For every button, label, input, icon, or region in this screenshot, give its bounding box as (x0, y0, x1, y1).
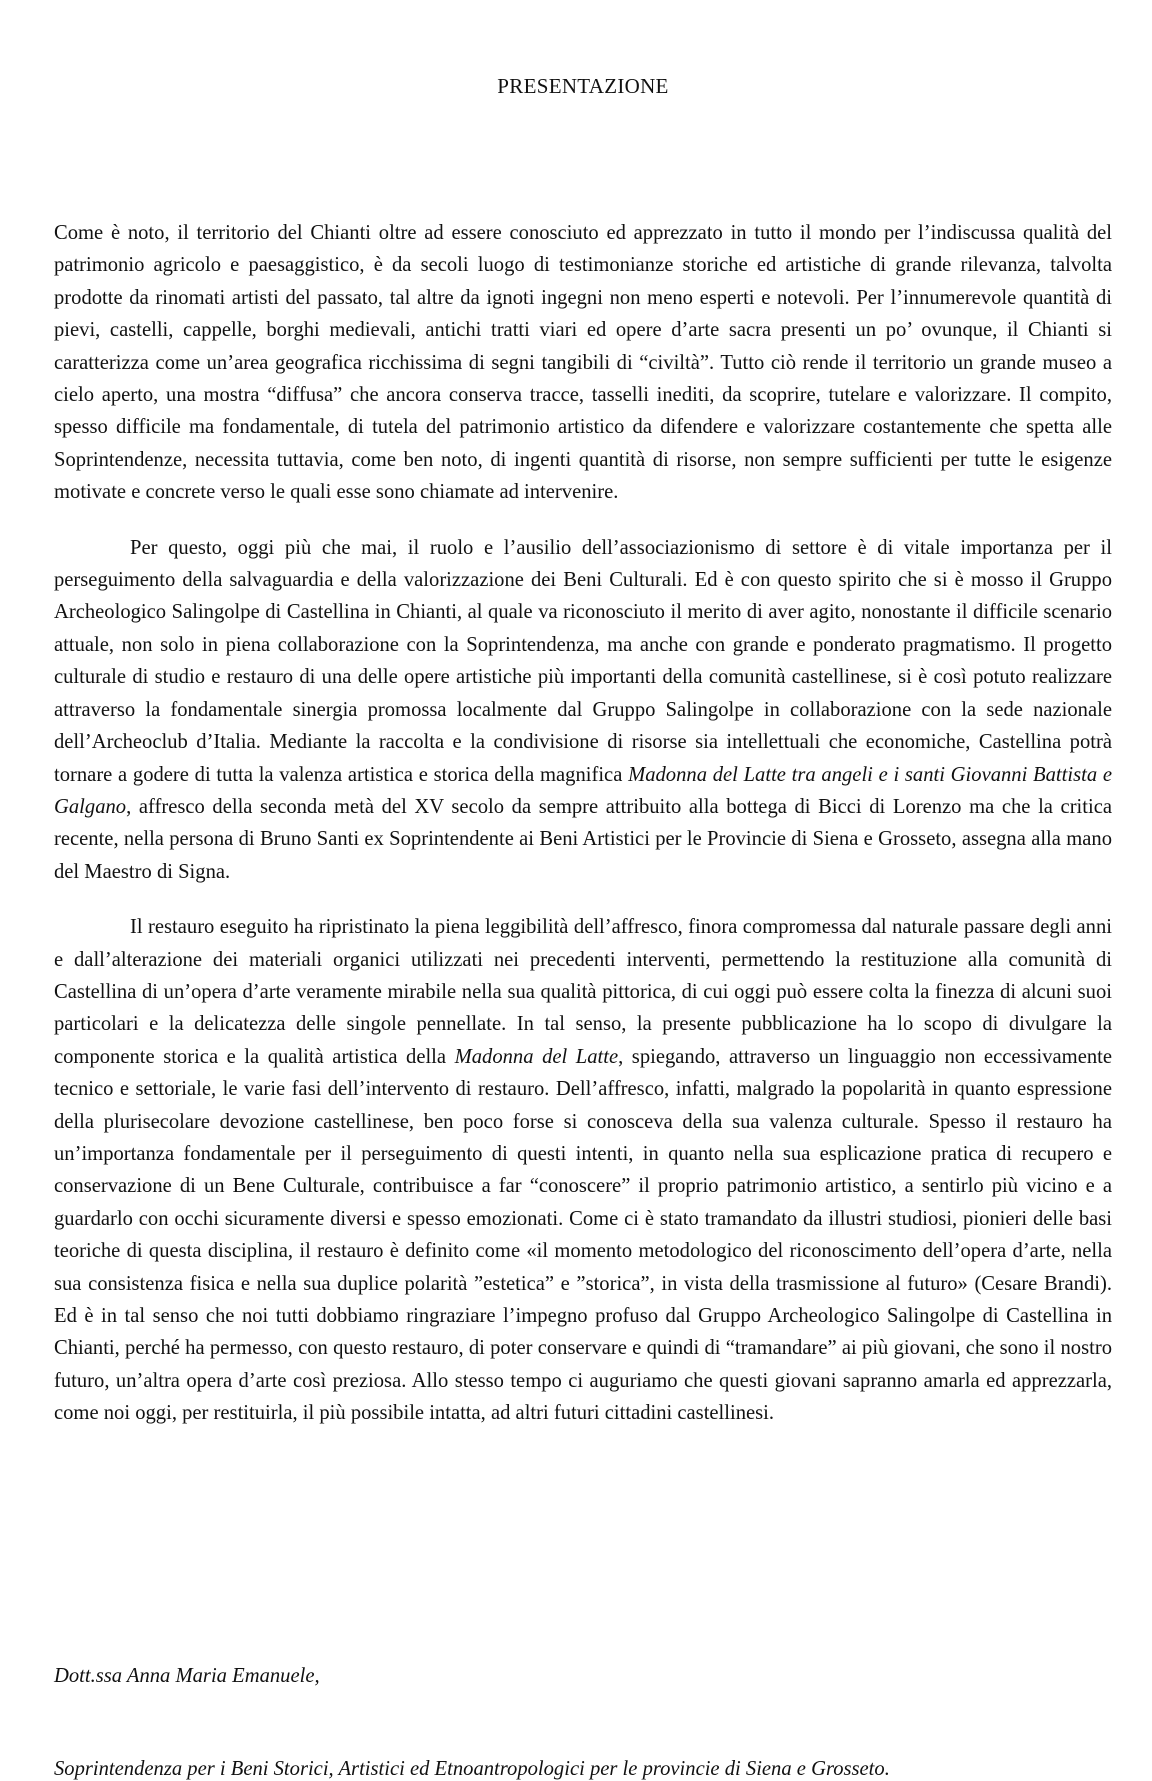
signatory-office: Soprintendenza per i Beni Storici, Artistici ed Etnoantropologici per le provincie di Siena e Grosseto. (54, 1758, 890, 1780)
paragraph-association (54, 532, 1112, 888)
paragraph-text: , spiegando, attraverso un linguaggio non eccessivamente tecnico e settoriale, le varie fasi dell’intervento di restauro. Dell’affresco, infatti, malgrado la popolarità in quanto espressione della plurisecolare devozione castellinese, ben poco forse si conosceva della sua valenza culturale. Spesso il restauro ha un’importanza fondamentale per il perseguimento di questi intenti, in quanto nella sua esplicazione pratica di recupero e conservazione di un Bene Culturale, contribuisce a far “conoscere” il proprio patrimonio artistico, a sentirlo più vicino e a guardarlo con occhi sicuramente diversi e spesso emozionati. Come ci è stato tramandato da illustri studiosi, pionieri delle basi teoriche di questa disciplina, il restauro è definito come «il momento metodologico del riconoscimento dell’opera d’arte, nella sua consistenza fisica e nella sua duplice polarità ”estetica” e ”storica”, in vista della trasmissione al futuro» (Cesare Brandi). Ed è in tal senso che noi tutti dobbiamo ringraziare l’impegno profuso dal Gruppo Archeologico Salingolpe di Castellina in Chianti, perché ha permesso, con questo restauro, di poter conservare e quindi di “tramandare” ai più giovani, che sono il nostro futuro, un’altra opera d’arte così preziosa. Allo stesso tempo ci auguriamo che questi giovani sapranno amarla ed apprezzarla, come noi oggi, per restituirla, il più possibile intatta, ad altri futuri cittadini castellinesi. (54, 1045, 1112, 1425)
paragraph-text: , affresco della seconda metà del XV secolo da sempre attribuito alla bottega di Bicci di Lorenzo ma che la critica recente, nella persona di Bruno Santi ex Soprintendente ai Beni Artistici per le Provincie di Siena e Grosseto, assegna alla mano del Maestro di Signa. (54, 795, 1112, 883)
signature-block (54, 1665, 1112, 1780)
artwork-title: Madonna del Latte (454, 1045, 619, 1068)
document-body (54, 217, 1112, 1453)
paragraph-text: Per questo, oggi più che mai, il ruolo e l’ausilio dell’associazionismo di settore è di vitale importanza per il perseguimento della salvaguardia e della valorizzazione dei Beni Culturali. Ed è con questo spirito che si è mosso il Gruppo Archeologico Salingolpe di Castellina in Chianti, al quale va riconosciuto il merito di aver agito, nonostante il difficile scenario attuale, non solo in piena collaborazione con la Soprintendenza, ma anche con grande e ponderato pragmatismo. Il progetto culturale di studio e restauro di una delle opere artistiche più importanti della comunità castellinese, si è così potuto realizzare attraverso la fondamentale sinergia promossa localmente dal Gruppo Salingolpe in collaborazione con la sede nazionale dell’Archeoclub d’Italia. Mediante la raccolta e la condivisione di risorse sia intellettuali che economiche, Castellina potrà tornare a godere di tutta la valenza artistica e storica della magnifica (54, 536, 1112, 786)
artwork-title: Madonna del Latte tra angeli e i santi Giovanni Battista e Galgano (54, 763, 1112, 818)
signatory-name: Dott.ssa Anna Maria Emanuele, (54, 1665, 320, 1687)
page-title: PRESENTAZIONE (497, 74, 669, 98)
paragraph-restoration (54, 911, 1112, 1430)
paragraph-intro (54, 217, 1112, 509)
paragraph-text: Come è noto, il territorio del Chianti oltre ad essere conosciuto ed apprezzato in tutto il mondo per l’indiscussa qualità del patrimonio agricolo e paesaggistico, è da secoli luogo di testimonianze storiche ed artistiche di grande rilevanza, talvolta prodotte da rinomati artisti del passato, tal altre da ignoti ingegni non meno esperti e notevoli. Per l’innumerevole quantità di pievi, castelli, cappelle, borghi medievali, antichi tratti viari ed opere d’arte sacra presenti un po’ ovunque, il Chianti si caratterizza come un’area geografica ricchissima di segni tangibili di “civiltà”. Tutto ciò rende il territorio un grande museo a cielo aperto, una mostra “diffusa” che ancora conserva tracce, tasselli inediti, da scoprire, tutelare e valorizzare. Il compito, spesso difficile ma fondamentale, di tutela del patrimonio artistico da difendere e valorizzare costantemente che spetta alle Soprintendenze, necessita tuttavia, come ben noto, di ingenti quantità di risorse, non sempre sufficienti per tutte le esigenze motivate e concrete verso le quali esse sono chiamate ad intervenire. (54, 222, 1112, 504)
paragraph-text: Il restauro eseguito ha ripristinato la piena leggibilità dell’affresco, finora compromessa dal naturale passare degli anni e dall’alterazione dei materiali organici utilizzati nei precedenti interventi, permettendo la restituzione alla comunità di Castellina di un’opera d’arte veramente mirabile nella sua qualità pittorica, di cui oggi può essere colta la finezza di alcuni suoi particolari e la delicatezza delle singole pennellate. In tal senso, la presente pubblicazione ha lo scopo di divulgare la componente storica e la qualità artistica della (54, 916, 1112, 1068)
